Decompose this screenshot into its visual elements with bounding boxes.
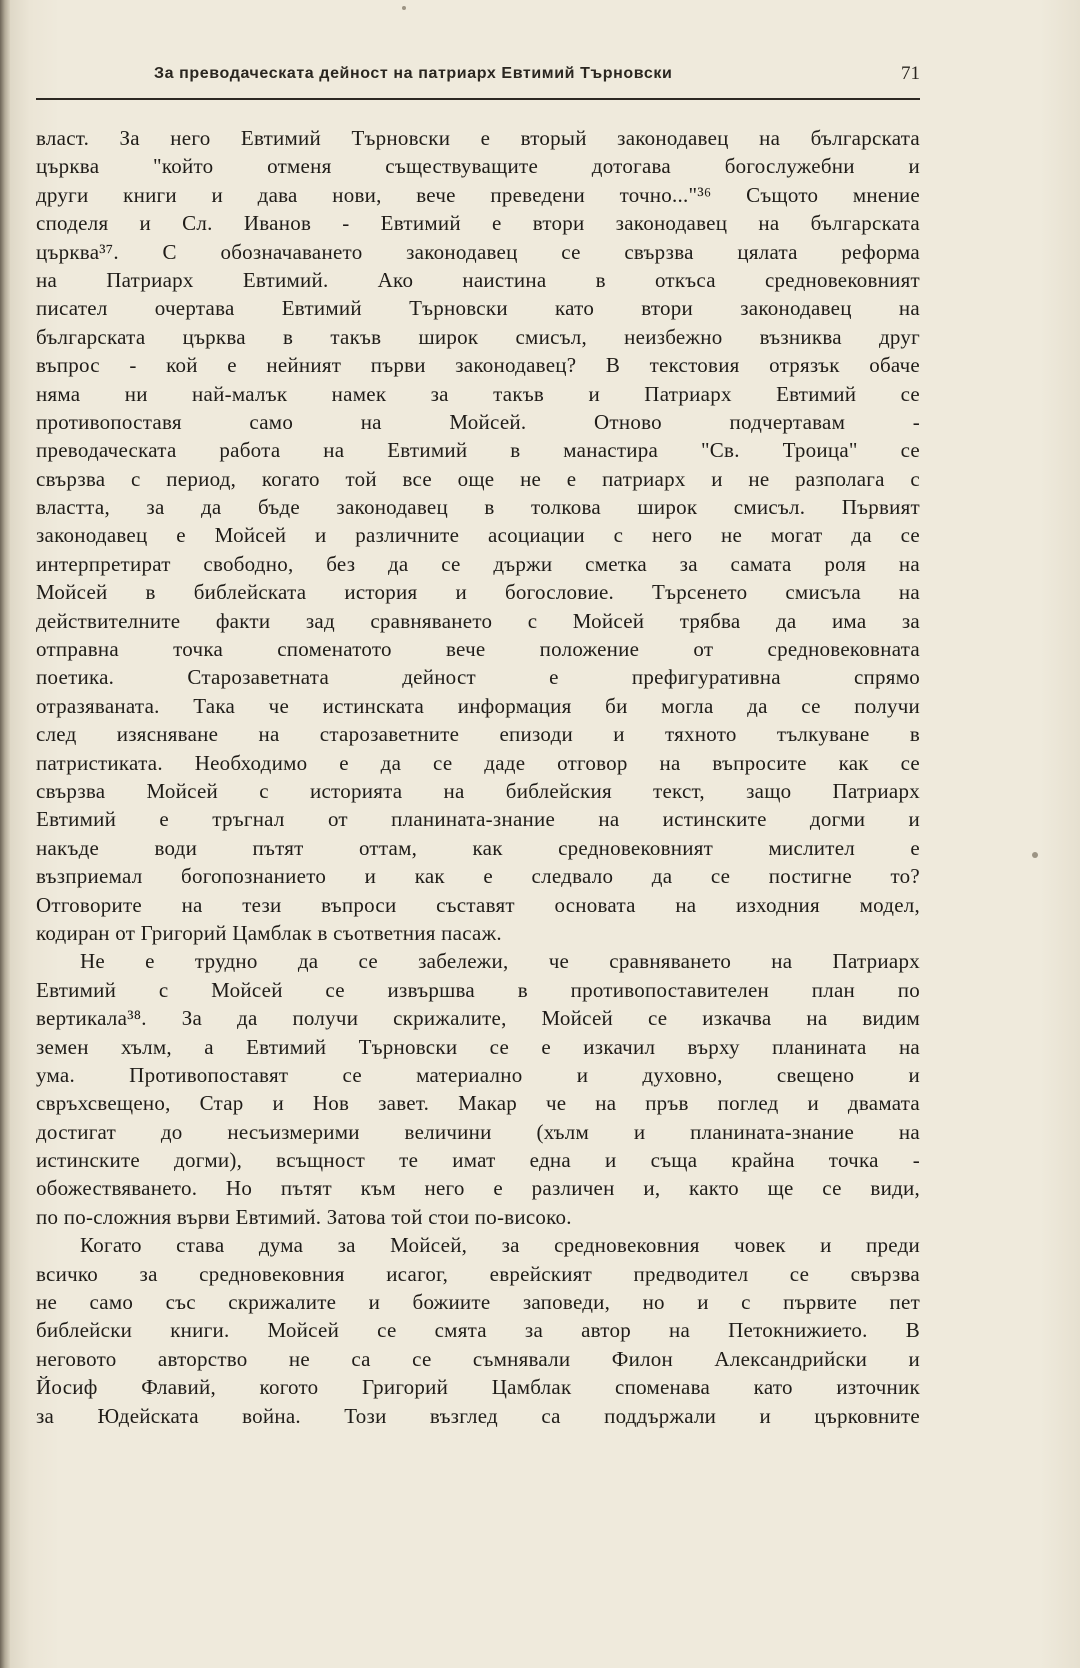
text-line: Мойсей в библейската история и богословие. Търсенето смисъла на [36,580,920,605]
body-text [36,124,920,1430]
running-head [36,61,920,91]
running-title: За преводаческата дейност на патриарх Евтимий Търновски [154,65,673,82]
text-line: властта, за да бъде законодавец в толкова широк смисъл. Първият [36,495,920,520]
header-rule [36,98,920,100]
text-line: накъде води пътят оттам, как средновековният мислител е [36,835,920,860]
paper-speck [1032,852,1038,858]
paper-speck [402,6,406,10]
text-line: всичко за средновековния исагог, еврейският предводител се свързва [36,1261,920,1286]
text-line: Отговорите на тези въпроси съставят основата на изходния модел, [36,892,920,917]
text-line: обожествяването. Но пътят към него е различен и, както ще се види, [36,1176,920,1201]
paragraph-start-line: Когато става дума за Мойсей, за средновековния човек и преди [80,1233,920,1258]
text-line: няма ни най-малък намек за такъв и Патриарх Евтимий се [36,381,920,406]
text-line: църква³⁷. С обозначаването законодавец се свързва цялата реформа [36,239,920,264]
text-line: българската църква в такъв широк смисъл, неизбежно възниква друг [36,324,920,349]
text-line: въпрос - кой е нейният първи законодавец? В текстовия отрязък обаче [36,353,920,378]
text-line: свръхсвещено, Стар и Нов завет. Макар че на пръв поглед и двамата [36,1091,920,1116]
page-number: 71 [901,63,920,84]
text-line: земен хълм, а Евтимий Търновски се е изкачил върху планината на [36,1034,920,1059]
text-line: след изясняване на старозаветните епизоди и тяхното тълкуване в [36,722,920,747]
text-line: други книги и дава нови, вече преведени точно..."³⁶ Същото мнение [36,182,920,207]
text-line: писател очертава Евтимий Търновски като втори законодавец на [36,296,920,321]
text-line: патристиката. Необходимо е да се даде отговор на въпросите как се [36,750,920,775]
text-line: поетика. Старозаветната дейност е префигуративна спрямо [36,665,920,690]
text-line: на Патриарх Евтимий. Ако наистина в откъса средновековният [36,267,920,292]
text-line: църква "който отменя съществуващите дотогава богослужебни и [36,154,920,179]
page-spine-shadow [0,0,10,1668]
text-line: неговото авторство не са се съмнявали Филон Александрийски и [36,1346,920,1371]
text-line: Йосиф Флавий, когото Григорий Цамблак споменава като източник [36,1375,920,1400]
text-line: достигат до несъизмерими величини (хълм и планината-знание на [36,1119,920,1144]
text-line: интерпретират свободно, без да се държи сметка за самата роля на [36,551,920,576]
paragraph-start-line: Не е трудно да се забележи, че сравняването на Патриарх [80,949,920,974]
text-line: не само със скрижалите и божиите заповеди, но и с първите пет [36,1290,920,1315]
text-line: Евтимий с Мойсей се извършва в противопоставителен план по [36,977,920,1002]
text-line: отправна точка споменатото вече положение от средновековната [36,637,920,662]
text-line: възприемал богопознанието и как е следвало да се постигне то? [36,864,920,889]
text-line: преводаческата работа на Евтимий в манастира "Св. Троица" се [36,438,920,463]
text-line: действителните факти зад сравняването с Мойсей трябва да има за [36,608,920,633]
text-line: библейски книги. Мойсей се смята за автор на Петокнижието. В [36,1318,920,1343]
text-line: споделя и Сл. Иванов - Евтимий е втори законодавец на българската [36,211,920,236]
text-line: за Юдейската война. Този възглед са поддържали и църковните [36,1403,920,1428]
text-line: вертикала³⁸. За да получи скрижалите, Мойсей се изкачва на видим [36,1006,920,1031]
text-line: свързва с период, когато той все още не е патриарх и не разполага с [36,466,920,491]
paragraph-end-line: кодиран от Григорий Цамблак в съответния пасаж. [36,920,502,945]
text-line: отразяваната. Така че истинската информация би могла да се получи [36,693,920,718]
text-line: законодавец е Мойсей и различните асоциации с него не могат да се [36,523,920,548]
text-line: власт. За него Евтимий Търновски е вторый законодавец на българската [36,126,920,150]
paragraph-end-line: по по-сложния върви Евтимий. Затова той стои по-високо. [36,1204,572,1229]
text-line: Евтимий е тръгнал от планината-знание на истинските догми и [36,807,920,832]
text-line: противопоставя само на Мойсей. Отново подчертавам - [36,409,920,434]
text-line: ума. Противопоставят се материално и духовно, свещено и [36,1062,920,1087]
text-line: свързва Мойсей с историята на библейския текст, защо Патриарх [36,778,920,803]
text-line: истинските догми), всъщност те имат една и съща крайна точка - [36,1148,920,1173]
